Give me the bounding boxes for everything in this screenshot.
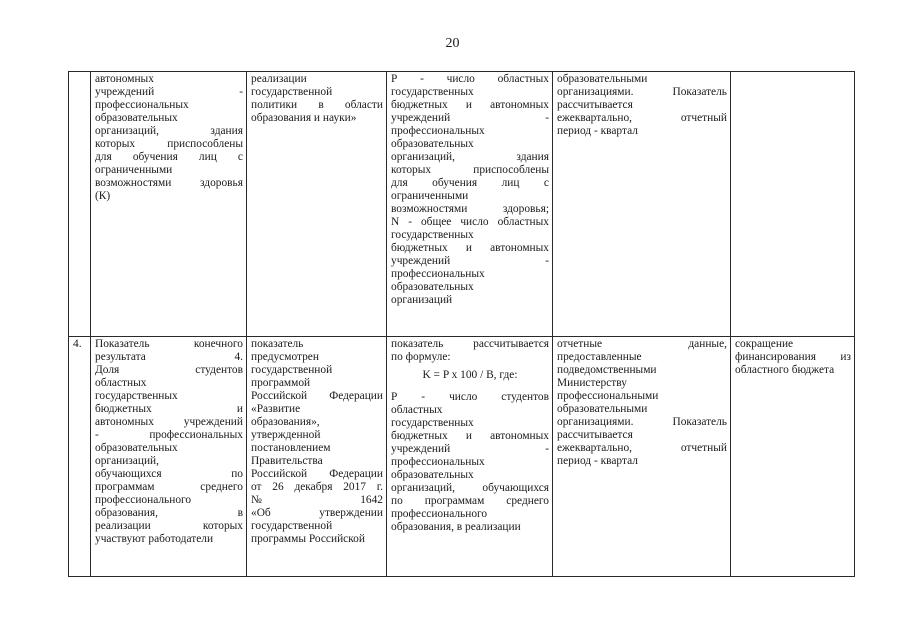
text-line: организаций,	[95, 455, 159, 467]
text-line: образовательных	[95, 112, 178, 124]
text-line: образовательными	[557, 403, 648, 415]
text-line: ограниченными	[95, 164, 173, 176]
text-line: Правительства	[251, 455, 323, 467]
text-line: предоставленные	[557, 351, 642, 363]
text-line: организаций	[391, 294, 453, 306]
text-line: учреждений -	[391, 255, 549, 267]
text-line: государственной	[251, 364, 333, 376]
text-line: профессионального	[391, 508, 488, 520]
text-line: государственных	[391, 229, 474, 241]
text-line: Министерству	[557, 377, 627, 389]
text-line: образовательных	[391, 469, 474, 481]
text-line: образования, в	[95, 507, 243, 519]
text-line: возможностями здоровья	[95, 177, 243, 189]
text-line: предусмотрен	[251, 351, 319, 363]
indicator-name-cell	[91, 72, 247, 337]
text-line: Доля студентов	[95, 364, 243, 376]
text-line: профессиональных	[95, 99, 189, 111]
text-line: автономных учреждений	[95, 416, 243, 428]
text-line: по программам среднего	[391, 495, 549, 507]
text-line: Р - число областных	[391, 73, 549, 85]
page-number: 20	[445, 36, 460, 51]
table-row	[69, 72, 855, 337]
text-line: результата 4.	[95, 351, 243, 363]
text-line: бюджетных и автономных	[391, 242, 549, 254]
text-line: областного бюджета	[735, 364, 835, 376]
indicator-name-cell	[91, 337, 247, 577]
method-cell	[387, 337, 553, 577]
text-line: период - квартал	[557, 125, 638, 137]
text-line: Р - число студентов	[391, 391, 549, 403]
consequence-cell	[731, 72, 855, 337]
text-line: реализации которых	[95, 520, 243, 532]
source-cell	[247, 72, 387, 337]
text-line: областных	[391, 404, 443, 416]
text-line: Показатель конечного	[95, 338, 243, 350]
text-line: образования и науки»	[251, 112, 357, 124]
method-cell	[387, 72, 553, 337]
text-line: возможностями здоровья;	[391, 203, 549, 215]
text-line: финансирования из	[735, 351, 851, 363]
text-line: учреждений -	[391, 443, 549, 455]
text-line: учреждений -	[95, 86, 243, 98]
text-line: ежеквартально, отчетный	[557, 112, 727, 124]
text-line: учреждений -	[391, 112, 549, 124]
text-line: для обучения лиц с	[95, 151, 243, 163]
text-line: государственной	[251, 86, 333, 98]
text-line: - профессиональных	[95, 429, 243, 441]
text-line: ежеквартально, отчетный	[557, 442, 727, 454]
text-line: от 26 декабря 2017 г.	[251, 481, 383, 493]
text-line: (К)	[95, 190, 111, 202]
text-line: сокращение	[735, 338, 794, 350]
text-line: организациями. Показатель	[557, 416, 727, 428]
text-line: бюджетных и	[95, 403, 243, 415]
text-line: «Об утверждении	[251, 507, 383, 519]
text-line: профессиональных	[391, 125, 485, 137]
text-line: по формуле:	[391, 351, 451, 363]
text-line: программы Российской	[251, 533, 365, 545]
text-line: программой	[251, 377, 311, 389]
text-line: организаций, здания	[95, 125, 243, 137]
data-source-cell	[553, 72, 731, 337]
text-line: организаций, обучающихся	[391, 482, 549, 494]
indicator-table	[68, 71, 855, 577]
text-line: профессиональных	[391, 268, 485, 280]
text-line: № 1642	[251, 494, 383, 506]
text-line: которых приспособлены	[95, 138, 243, 150]
text-line: постановлением	[251, 442, 331, 454]
text-line: организациями. Показатель	[557, 86, 727, 98]
text-line: бюджетных и автономных	[391, 430, 549, 442]
text-line: государственных	[391, 86, 474, 98]
row-number-cell: 4.	[69, 337, 91, 577]
text-line: рассчитывается	[557, 429, 633, 441]
text-line: организаций, здания	[391, 151, 549, 163]
text-line: образовательными	[557, 73, 648, 85]
text-line: участвуют работодатели	[95, 533, 214, 545]
text-line: образования, в реализации	[391, 521, 521, 533]
consequence-cell	[731, 337, 855, 577]
text-line: утвержденной	[251, 429, 321, 441]
row-number-cell	[69, 72, 91, 337]
text-line: программам среднего	[95, 481, 243, 493]
text-line: обучающихся по	[95, 468, 243, 480]
text-line: Российской Федерации	[251, 390, 383, 402]
text-line: автономных	[95, 73, 154, 85]
text-line: «Развитие	[251, 403, 301, 415]
text-line: бюджетных и автономных	[391, 99, 549, 111]
text-line: отчетные данные,	[557, 338, 727, 350]
text-line: государственных	[95, 390, 178, 402]
text-line: показатель рассчитывается	[391, 338, 549, 350]
text-line: период - квартал	[557, 455, 638, 467]
text-line: политики в области	[251, 99, 383, 111]
text-line: рассчитывается	[557, 99, 633, 111]
text-line: подведомственными	[557, 364, 657, 376]
text-line: реализации	[251, 73, 307, 85]
text-line: которых приспособлены	[391, 164, 549, 176]
text-line: государственных	[391, 417, 474, 429]
text-line: для обучения лиц с	[391, 177, 549, 189]
text-line: профессионального	[95, 494, 192, 506]
text-line: профессиональными	[557, 390, 659, 402]
text-line: N - общее число областных	[391, 216, 549, 228]
text-line: государственной	[251, 520, 333, 532]
text-line: областных	[95, 377, 147, 389]
text-line: профессиональных	[391, 456, 485, 468]
text-line: ограниченными	[391, 190, 469, 202]
source-cell	[247, 337, 387, 577]
table-row	[69, 337, 855, 577]
text-line: образовательных	[391, 138, 474, 150]
text-line: образовательных	[391, 281, 474, 293]
text-line: показатель	[251, 338, 304, 350]
text-line: образовательных	[95, 442, 178, 454]
text-line: Российской Федерации	[251, 468, 383, 480]
text-line: образования»,	[251, 416, 320, 428]
data-source-cell	[553, 337, 731, 577]
formula: K = P x 100 / B, где:	[422, 369, 518, 381]
